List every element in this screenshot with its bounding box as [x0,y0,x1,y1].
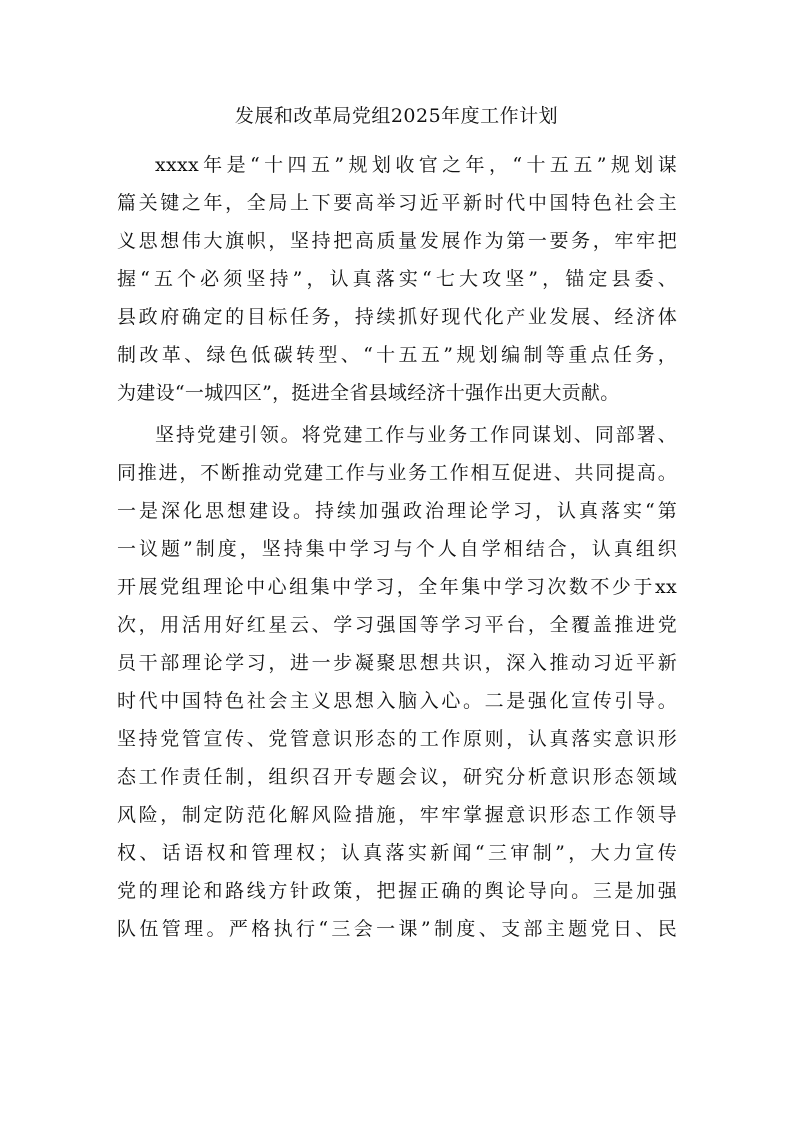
paragraph-1-line-3: 义思想伟大旗帜，坚持把高质量发展作为第一要务，牢牢把 [117,230,677,252]
paragraph-1-line-4: 握“五个必须坚持”，认真落实“七大攻坚”，锚定县委、 [117,268,677,290]
paragraph-2-line-1: 坚持党建引领。将党建工作与业务工作同谋划、同部署、 [155,424,677,446]
paragraph-1-line-1: xxxx年是“十四五”规划收官之年，“十五五”规划谋 [155,154,677,176]
paragraph-2-line-11: 风险，制定防范化解风险措施，牢牢掌握意识形态工作领导 [117,804,677,826]
paragraph-2-line-9: 坚持党管宣传、党管意识形态的工作原则，认真落实意识形 [117,728,677,750]
paragraph-2-line-3: 一是深化思想建设。持续加强政治理论学习，认真落实“第 [117,500,677,522]
paragraph-2-line-5: 开展党组理论中心组集中学习，全年集中学习次数不少于xx [117,576,677,598]
paragraph-1-line-5: 县政府确定的目标任务，持续抓好现代化产业发展、经济体 [117,306,677,328]
paragraph-1-line-7: 为建设“一城四区”，挺进全省县域经济十强作出更大贡献。 [117,382,620,404]
paragraph-1-line-2: 篇关键之年，全局上下要高举习近平新时代中国特色社会主 [117,192,677,214]
paragraph-2-line-7: 员干部理论学习，进一步凝聚思想共识，深入推动习近平新 [117,652,677,674]
paragraph-2-line-6: 次，用活用好红星云、学习强国等学习平台，全覆盖推进党 [117,614,677,636]
paragraph-2-line-2: 同推进，不断推动党建工作与业务工作相互促进、共同提高。 [117,462,677,484]
paragraph-1-line-6: 制改革、绿色低碳转型、“十五五”规划编制等重点任务， [117,344,677,366]
paragraph-2-line-12: 权、话语权和管理权；认真落实新闻“三审制”，大力宣传 [117,842,677,864]
paragraph-2-line-4: 一议题”制度，坚持集中学习与个人自学相结合，认真组织 [117,538,677,560]
paragraph-2-line-10: 态工作责任制，组织召开专题会议，研究分析意识形态领域 [117,766,677,788]
paragraph-2-line-14: 队伍管理。严格执行“三会一课”制度、支部主题党日、民 [117,918,677,940]
document-body [117,146,677,948]
paragraph-2-line-8: 时代中国特色社会主义思想入脑入心。二是强化宣传引导。 [117,690,677,712]
paragraph-2-line-13: 党的理论和路线方针政策，把握正确的舆论导向。三是加强 [117,880,677,902]
document-title: 发展和改革局党组2025年度工作计划 [234,105,559,127]
